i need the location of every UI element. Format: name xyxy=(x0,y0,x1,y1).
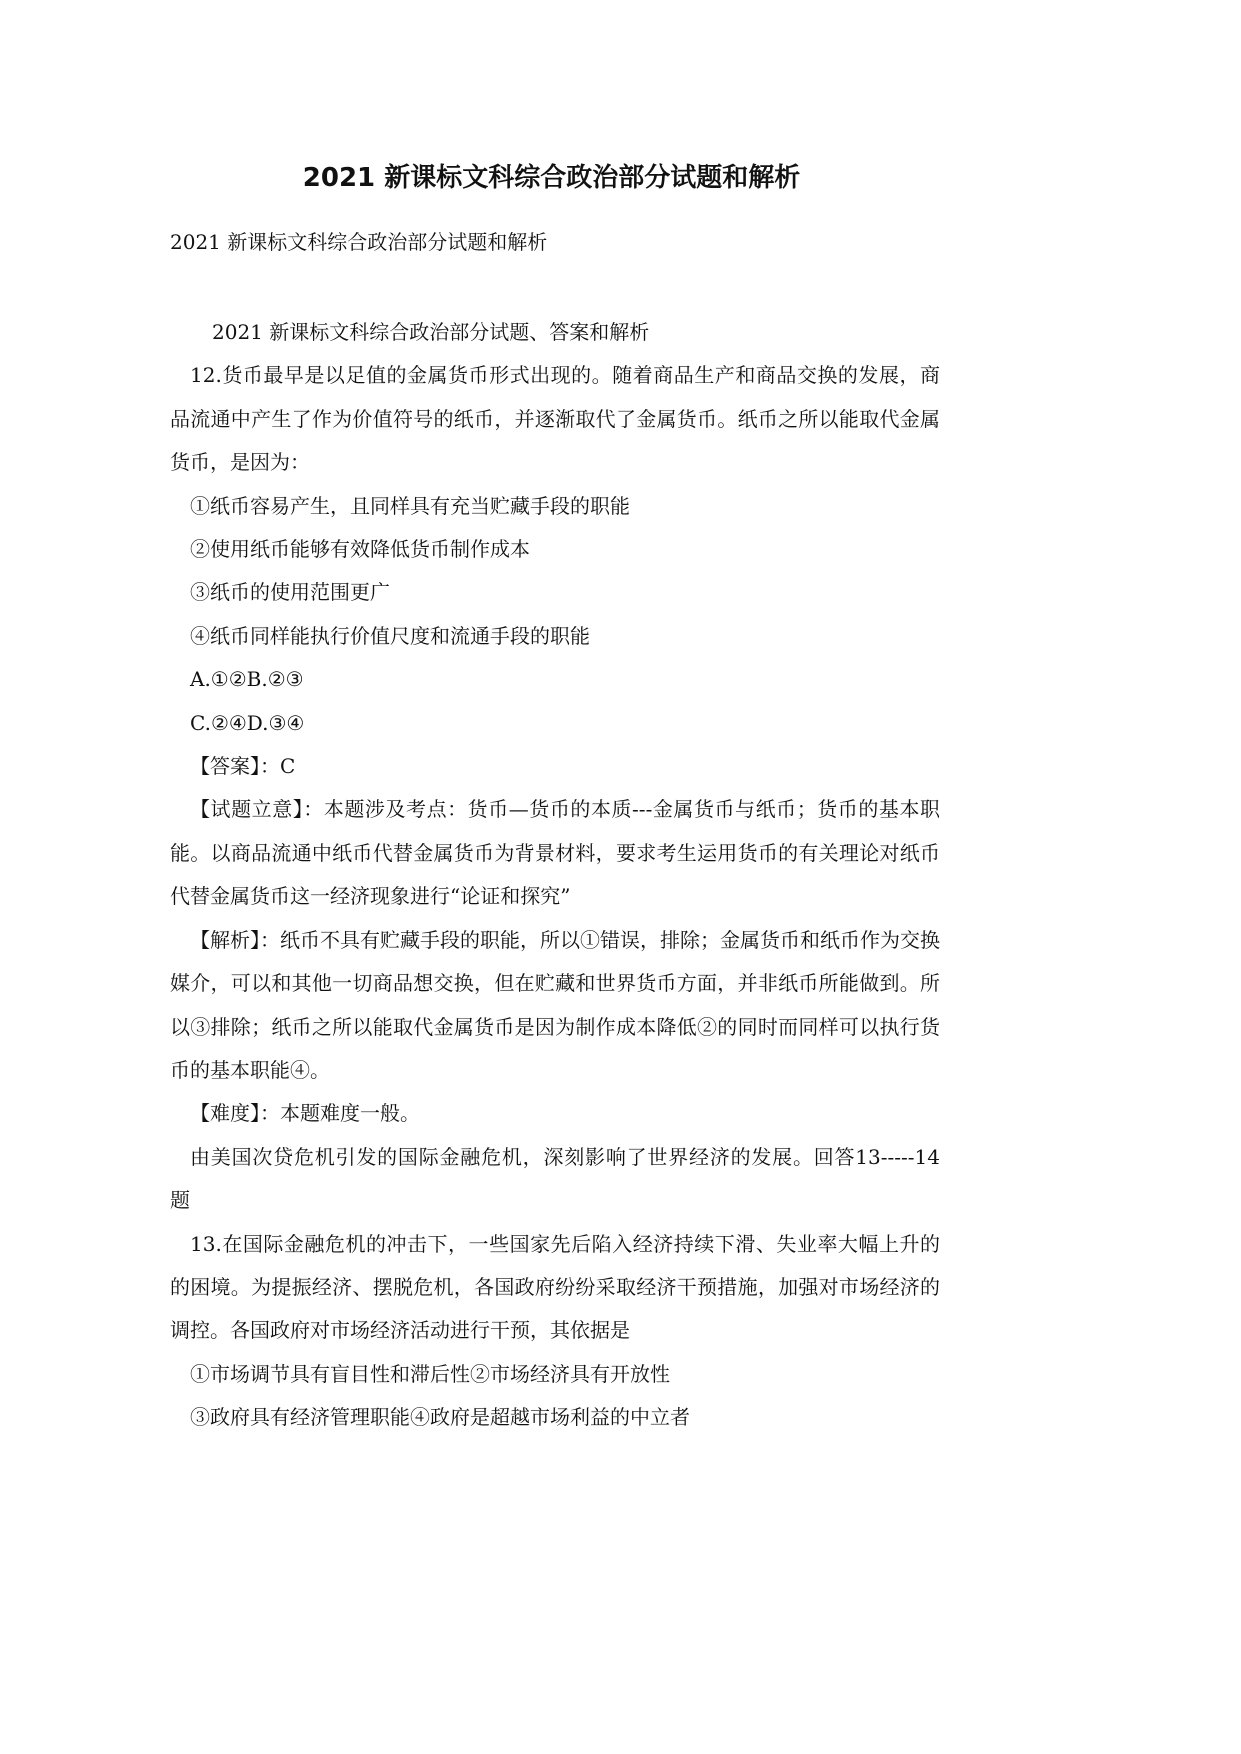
question-13-options-34: ③政府具有经济管理职能④政府是超越市场利益的中立者 xyxy=(190,1405,690,1430)
question-12-option-2: ②使用纸币能够有效降低货币制作成本 xyxy=(190,537,530,562)
question-12-difficulty: 【难度】：本题难度一般。 xyxy=(190,1101,420,1126)
document-body xyxy=(170,311,940,1440)
question-12-intent: 【试题立意】：本题涉及考点：货币—货币的本质---金属货币与纸币；货币的基本职能。以商品流通中纸币代替金属货币为背景材料，要求考生运用货币的有关理论对纸币代替金属货币这一经济现象进行“论证和探究” xyxy=(170,797,940,909)
question-12-option-3: ③纸币的使用范围更广 xyxy=(190,580,390,605)
section-heading: 2021 新课标文科综合政治部分试题、答案和解析 xyxy=(212,320,650,344)
question-12-option-4: ④纸币同样能执行价值尺度和流通手段的职能 xyxy=(190,623,590,648)
question-12-option-1: ①纸币容易产生，且同样具有充当贮藏手段的职能 xyxy=(190,493,630,518)
question-13-stem: 13.在国际金融危机的冲击下，一些国家先后陷入经济持续下滑、失业率大幅上升的的困境。为提振经济、摆脱危机，各国政府纷纷采取经济干预措施，加强对市场经济的调控。各国政府对市场经济活动进行干预，其依据是 xyxy=(170,1231,940,1343)
question-12-analysis: 【解析】：纸币不具有贮藏手段的职能，所以①错误，排除；金属货币和纸币作为交换媒介，可以和其他一切商品想交换，但在贮藏和世界货币方面，并非纸币所能做到。所以③排除；纸币之所以能取代金属货币是因为制作成本降低②的同时而同样可以执行货币的基本职能④。 xyxy=(170,927,940,1082)
document-title: 2021 新课标文科综合政治部分试题和解析 xyxy=(302,163,801,193)
question-12-answer: 【答案】：C xyxy=(190,754,296,779)
question-13-options-12: ①市场调节具有盲目性和滞后性②市场经济具有开放性 xyxy=(190,1361,670,1386)
question-12-choices-cd: C.②④D.③④ xyxy=(190,710,305,735)
question-12-choices-ab: A.①②B.②③ xyxy=(190,667,304,692)
document-subtitle: 2021 新课标文科综合政治部分试题和解析 xyxy=(170,230,548,254)
material-13-14: 由美国次贷危机引发的国际金融危机，深刻影响了世界经济的发展。回答13-----14 题 xyxy=(170,1144,940,1213)
question-12-stem: 12.货币最早是以足值的金属货币形式出现的。随着商品生产和商品交换的发展，商品流通中产生了作为价值符号的纸币，并逐渐取代了金属货币。纸币之所以能取代金属货币，是因为： xyxy=(170,363,940,475)
